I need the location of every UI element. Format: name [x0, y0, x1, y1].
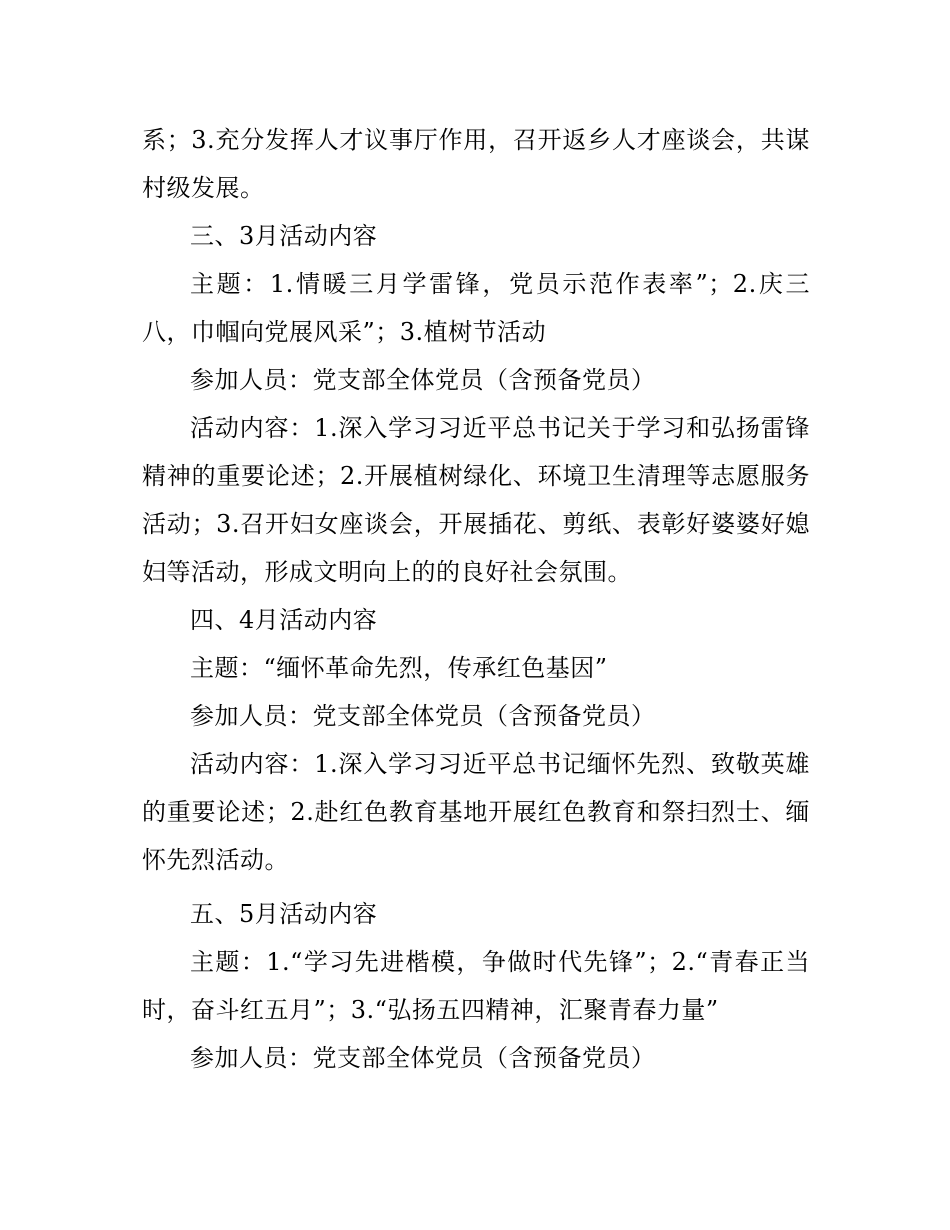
section-heading-april: 四、4月活动内容 [190, 606, 378, 634]
paragraph-april-participants: 参加人员：党支部全体党员（含预备党员） [190, 702, 656, 730]
paragraph-march-content: 活动内容：1.深入学习习近平总书记关于学习和弘扬雷锋精神的重要论述；2.开展植树绿化、环境卫生清理等志愿服务活动；3.召开妇女座谈会，开展插花、剪纸、表彰好婆婆好媳妇等活动，形成文明向上的的良好社会氛围。 [142, 414, 810, 586]
document-body [142, 116, 810, 1082]
section-heading-may: 五、5月活动内容 [190, 900, 378, 928]
paragraph-may-theme: 主题：1.“学习先进楷模，争做时代先锋”；2.“青春正当时，奋斗红五月”；3.“弘扬五四精神，汇聚青春力量” [142, 948, 810, 1024]
section-heading-march: 三、3月活动内容 [190, 222, 378, 250]
paragraph-may-participants: 参加人员：党支部全体党员（含预备党员） [190, 1044, 656, 1072]
paragraph-april-content: 活动内容：1.深入学习习近平总书记缅怀先烈、致敬英雄的重要论述；2.赴红色教育基地开展红色教育和祭扫烈士、缅怀先烈活动。 [142, 750, 810, 874]
paragraph-march-theme: 主题：1.情暖三月学雷锋，党员示范作表率”；2.庆三八，巾帼向党展风采”；3.植树节活动 [142, 270, 810, 346]
paragraph-april-theme: 主题：“缅怀革命先烈，传承红色基因” [190, 654, 608, 682]
paragraph-march-participants: 参加人员：党支部全体党员（含预备党员） [190, 366, 656, 394]
paragraph-continuation: 系；3.充分发挥人才议事厅作用，召开返乡人才座谈会，共谋村级发展。 [142, 126, 810, 202]
